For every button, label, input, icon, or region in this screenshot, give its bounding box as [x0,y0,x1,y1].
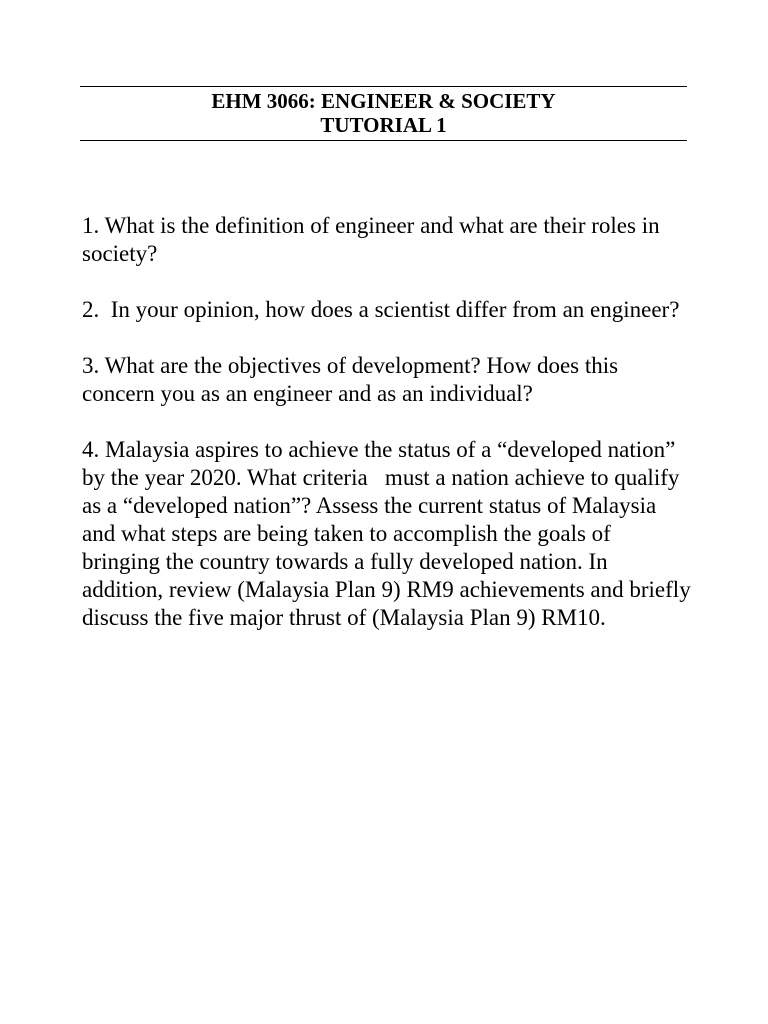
document-heading [80,89,687,137]
tutorial-title: TUTORIAL 1 [320,113,447,137]
question-1: 1. What is the definition of engineer and what are their roles in society? [82,213,666,266]
question-list [82,212,697,660]
question-4: 4. Malaysia aspires to achieve the status of a “developed nation” by the year 2020. What criteria must a nation achieve to qualify as a “developed nation”? Assess the current status of Malaysia and what steps are being taken to accomplish the goals of bringing the country towards a fully developed nation. In addition, review (Malaysia Plan 9) RM9 achievements and briefly discuss the five major thrust of (Malaysia Plan 9) RM10. [82,437,697,630]
question-2: 2. In your opinion, how does a scientist differ from an engineer? [82,297,680,322]
course-title: EHM 3066: ENGINEER & SOCIETY [211,89,556,113]
header-bottom-rule [80,140,687,141]
question-3: 3. What are the objectives of development? How does this concern you as an engineer and as an individual? [82,353,624,406]
header-top-rule [80,86,687,87]
